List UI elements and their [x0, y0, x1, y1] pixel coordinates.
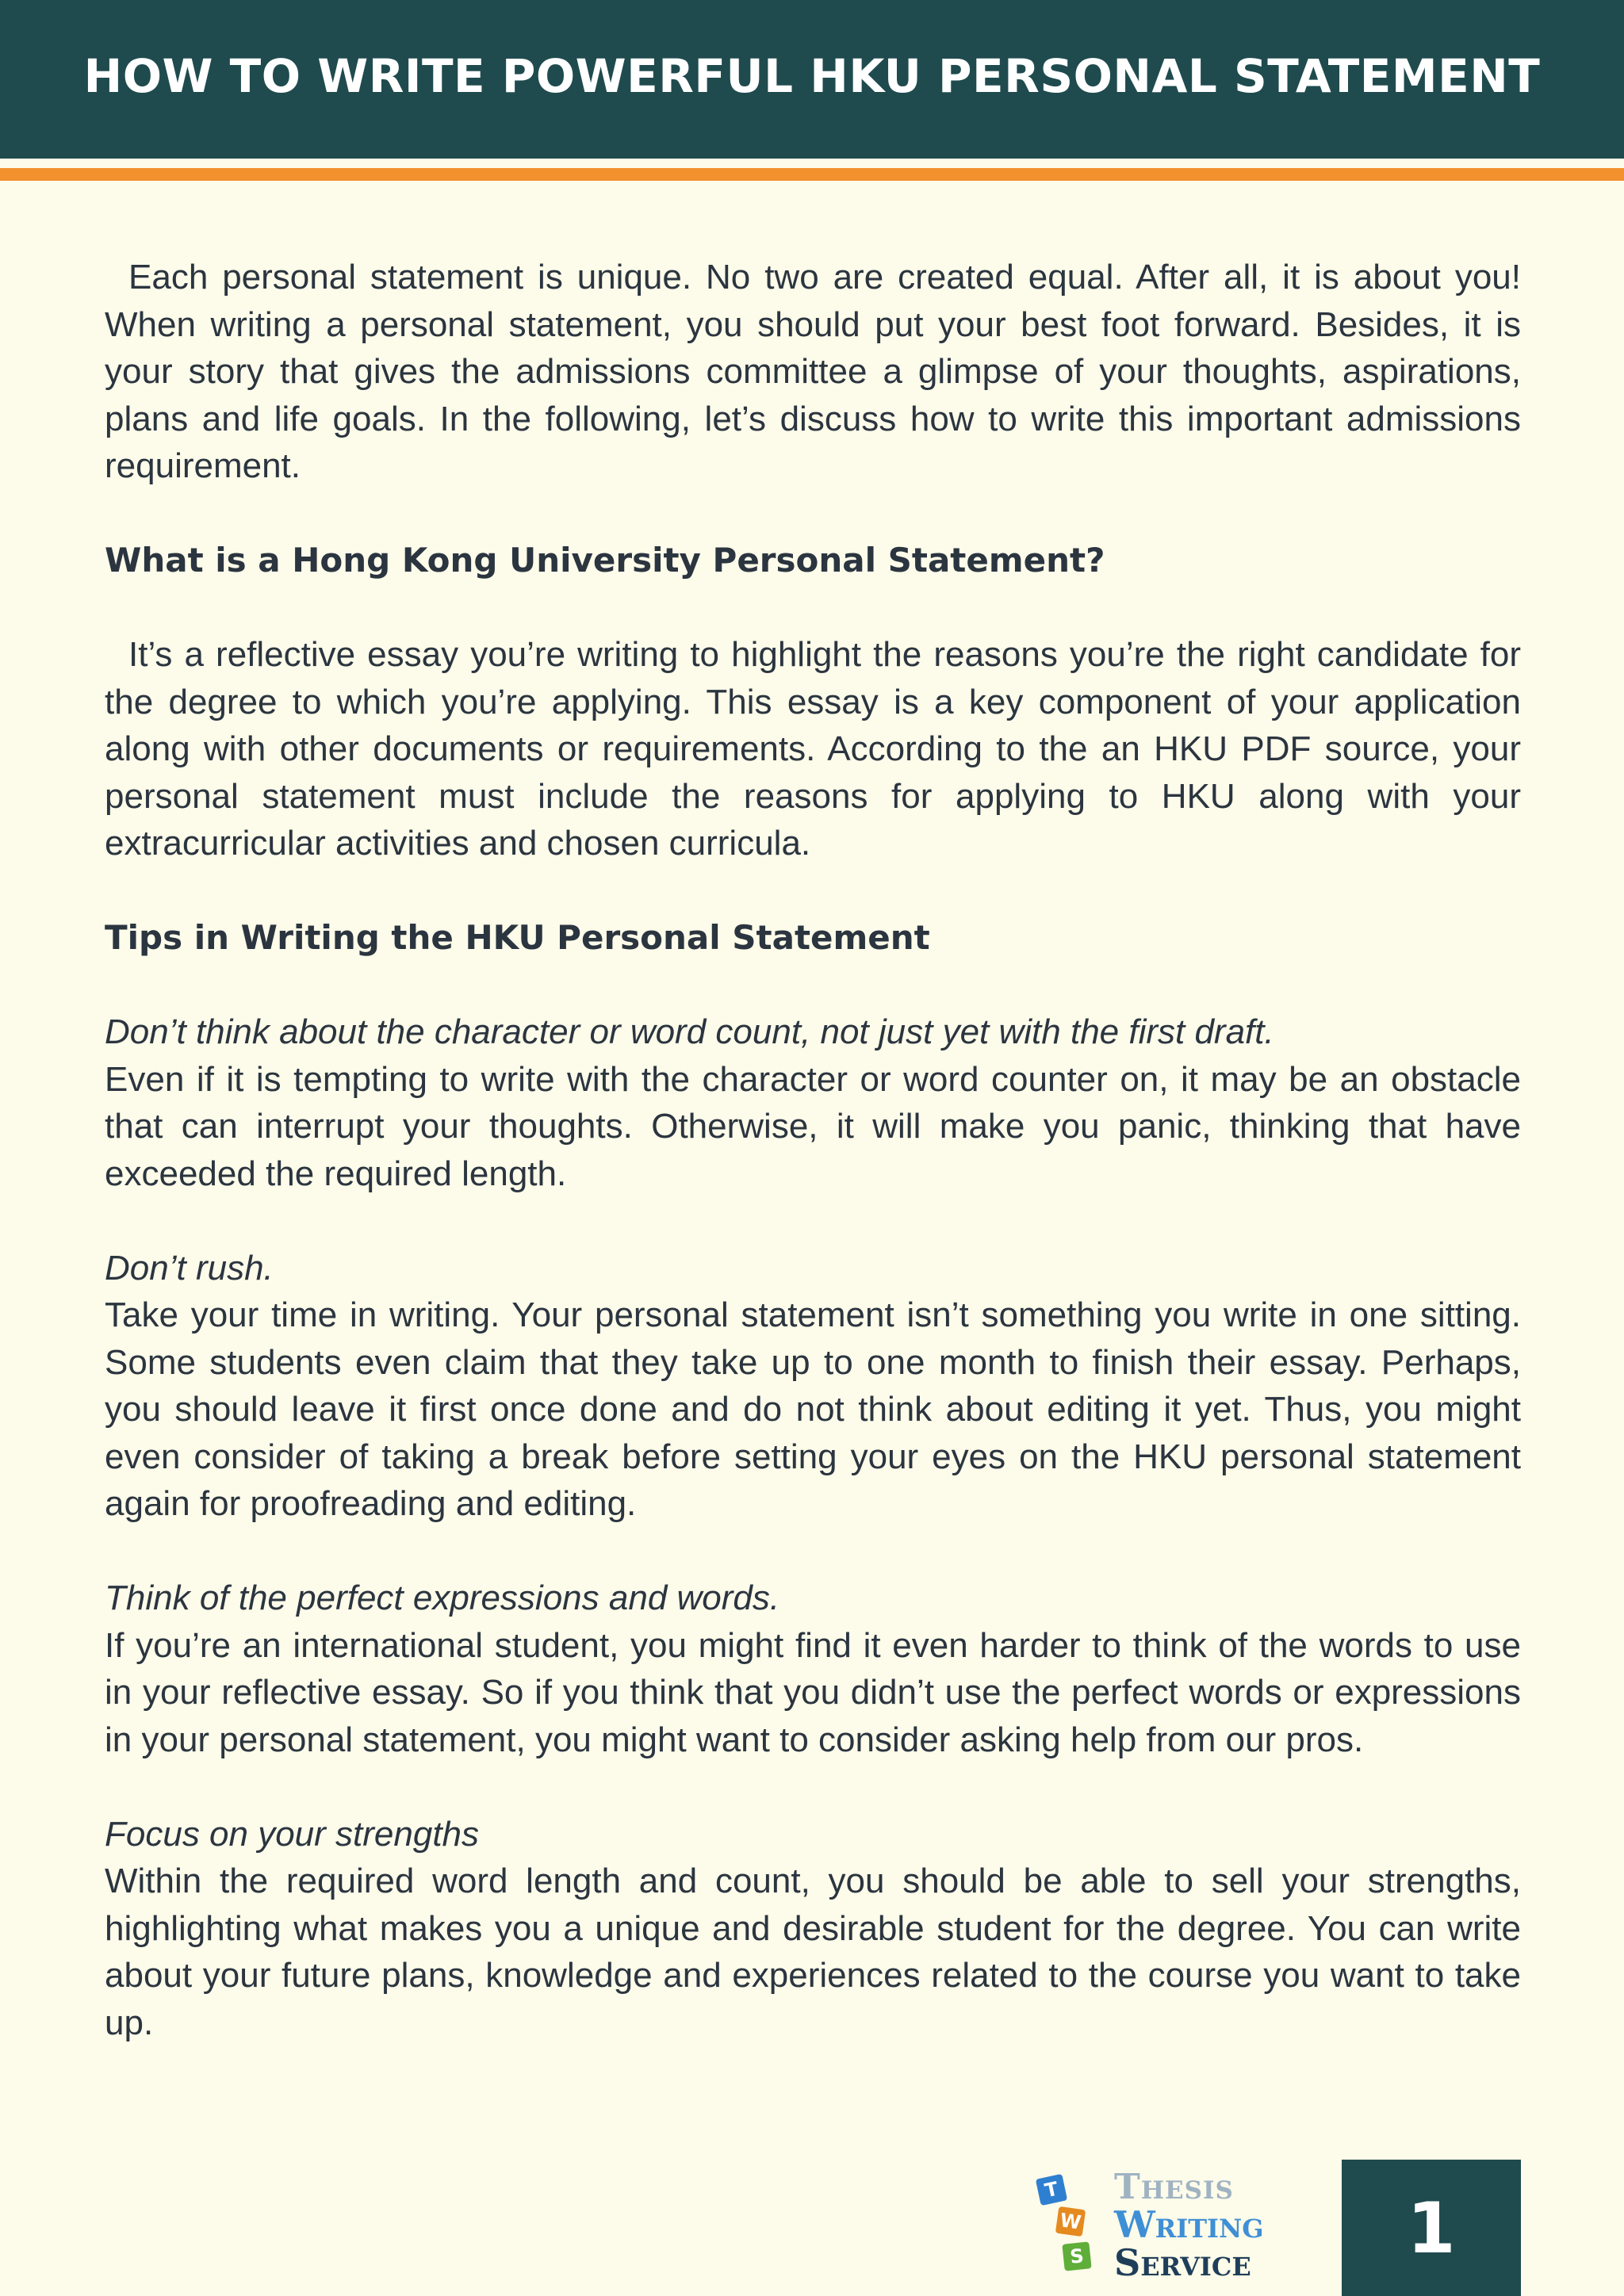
tip-body-dont-rush: Take your time in writing. Your personal statement isn’t something you write in one sitting. Some students even claim that they take up to one month to finish their essay. Perhaps, you should leave it first once done and do not think about editing it yet. Thus, you might even consider of taking a break before setting your eyes on the HKU personal statement again for proofreading and editing.	[105, 1295, 1521, 1523]
logo-block-s: S	[1062, 2241, 1091, 2271]
section-paragraph-what-is: It’s a reflective essay you’re writing to highlight the reasons you’re the right candidate for the degree to which you’re applying. This essay is a key component of your application along with other documents or requirements. According to the an HKU PDF source, your personal statement must include the reasons for applying to HKU along with your extracurricular activities and chosen curricula.	[105, 635, 1521, 863]
spacer	[105, 867, 1521, 915]
logo-wordmark	[1114, 2160, 1264, 2284]
tip-body-word-count: Even if it is tempting to write with the character or word counter on, it may be an obstacle that can interrupt your thoughts. Otherwise, it will make you panic, thinking that have exceeded the required length.	[105, 1059, 1521, 1193]
spacer	[105, 490, 1521, 538]
section-heading-what-is: What is a Hong Kong University Personal Statement?	[105, 541, 1105, 580]
tip-body-expressions: If you’re an international student, you might find it even harder to think of the words to use in your reflective essay. So if you think that you didn’t use the perfect words or expressions in your personal statement, you might want to consider asking help from our pros.	[105, 1625, 1521, 1759]
logo-word-writing: Writing	[1114, 2203, 1264, 2246]
section-heading-tips: Tips in Writing the HKU Personal Statement	[105, 918, 930, 957]
intro-paragraph: Each personal statement is unique. No two are created equal. After all, it is about you! When writing a personal statement, you should put your best foot forward. Besides, it is your story that gives the admissions committee a glimpse of your thoughts, aspirations, plans and life goals. In the following, let’s discuss how to write this important admissions requirement.	[105, 258, 1521, 485]
logo-word-service: Service	[1114, 2241, 1251, 2284]
spacer	[105, 1197, 1521, 1245]
tip-title-dont-rush: Don’t rush.	[105, 1248, 274, 1288]
spacer	[105, 962, 1521, 1009]
logo-block-t: T	[1036, 2174, 1067, 2206]
spacer	[105, 1528, 1521, 1575]
tip-body-strengths: Within the required word length and count, you should be able to sell your strengths, highlighting what makes you a unique and desirable student for the degree. You can write about your future plans, knowledge and experiences related to the course you want to take up.	[105, 1862, 1521, 2042]
tip-title-expressions: Think of the perfect expressions and words.	[105, 1578, 780, 1617]
header-divider-light	[0, 159, 1624, 168]
page-header	[0, 0, 1624, 159]
spacer	[105, 584, 1521, 632]
header-divider-orange	[0, 168, 1624, 181]
page-number: 1	[1342, 2160, 1521, 2296]
document-body	[105, 254, 1521, 2046]
document-title: HOW TO WRITE POWERFUL HKU PERSONAL STATEMENT	[83, 49, 1541, 103]
tip-title-strengths: Focus on your strengths	[105, 1814, 480, 1854]
spacer	[105, 1763, 1521, 1811]
thesis-writing-service-logo	[1035, 2160, 1297, 2283]
tip-title-word-count: Don’t think about the character or word count, not just yet with the first draft.	[105, 1012, 1274, 1051]
logo-block-w: W	[1055, 2206, 1086, 2237]
logo-letter-blocks	[1035, 2176, 1098, 2279]
logo-word-thesis: Thesis	[1114, 2167, 1234, 2207]
